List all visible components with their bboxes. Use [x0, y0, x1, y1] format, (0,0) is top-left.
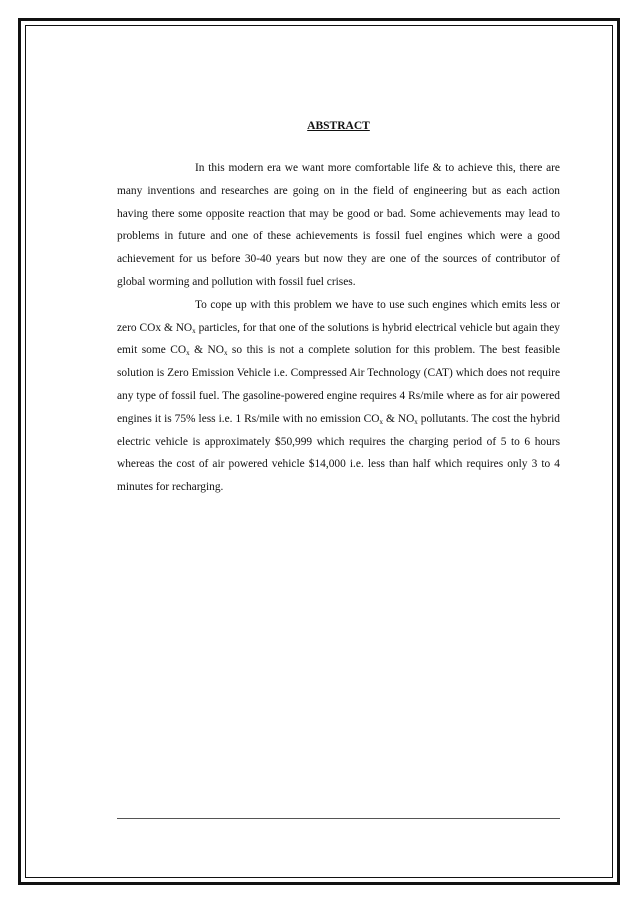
paragraph-2-text-5: & NO [383, 412, 415, 425]
paragraph-2-text-1: To cope up with this problem we have to use such engines which emits less or zero COx & NO [117, 298, 560, 334]
subscript-x: x [186, 349, 190, 358]
paragraph-2-text-2: particles, for that one of the solutions is hybrid electrical vehicle but again they emit some CO [117, 321, 560, 357]
abstract-section [117, 118, 560, 499]
paragraph-2-text-3: & NO [189, 344, 224, 357]
paragraph-2-text-4: so this is not a complete solution for this problem. The best feasible solution is Zero Emission Vehicle i.e. Compressed Air Technology (CAT) which does not require any type of fossil fuel. The gasoline-powered engine requires 4 Rs/mile where as for air powered engines it is 75% less i.e. 1 Rs/mile with no emission CO [117, 344, 560, 425]
abstract-paragraph-1 [117, 157, 560, 294]
subscript-x: x [414, 417, 418, 426]
abstract-paragraph-2 [117, 294, 560, 499]
subscript-x: x [379, 417, 384, 426]
paragraph-1-text: In this modern era we want more comfortable life & to achieve this, there are many inventions and researches are going on in the field of engineering but as each action having there some opposite reaction that may be good or bad. Some achievements may lead to problems in future and one of these achievements is fossil fuel engines which were a good achievement for us before 30-40 years but now they are one of the sources of contributor of global worming and pollution with fossil fuel crises. [117, 162, 560, 288]
subscript-x: x [223, 349, 228, 358]
footer-divider [117, 818, 560, 819]
abstract-title: ABSTRACT [307, 120, 370, 132]
subscript-x: x [192, 326, 196, 335]
paragraph-2-text-6: pollutants. The cost the hybrid electric vehicle is approximately $50,999 which requires the charging period of 5 to 6 hours whereas the cost of air powered vehicle $14,000 i.e. less than half which requires only 3 to 4 minutes for recharging. [117, 412, 560, 494]
